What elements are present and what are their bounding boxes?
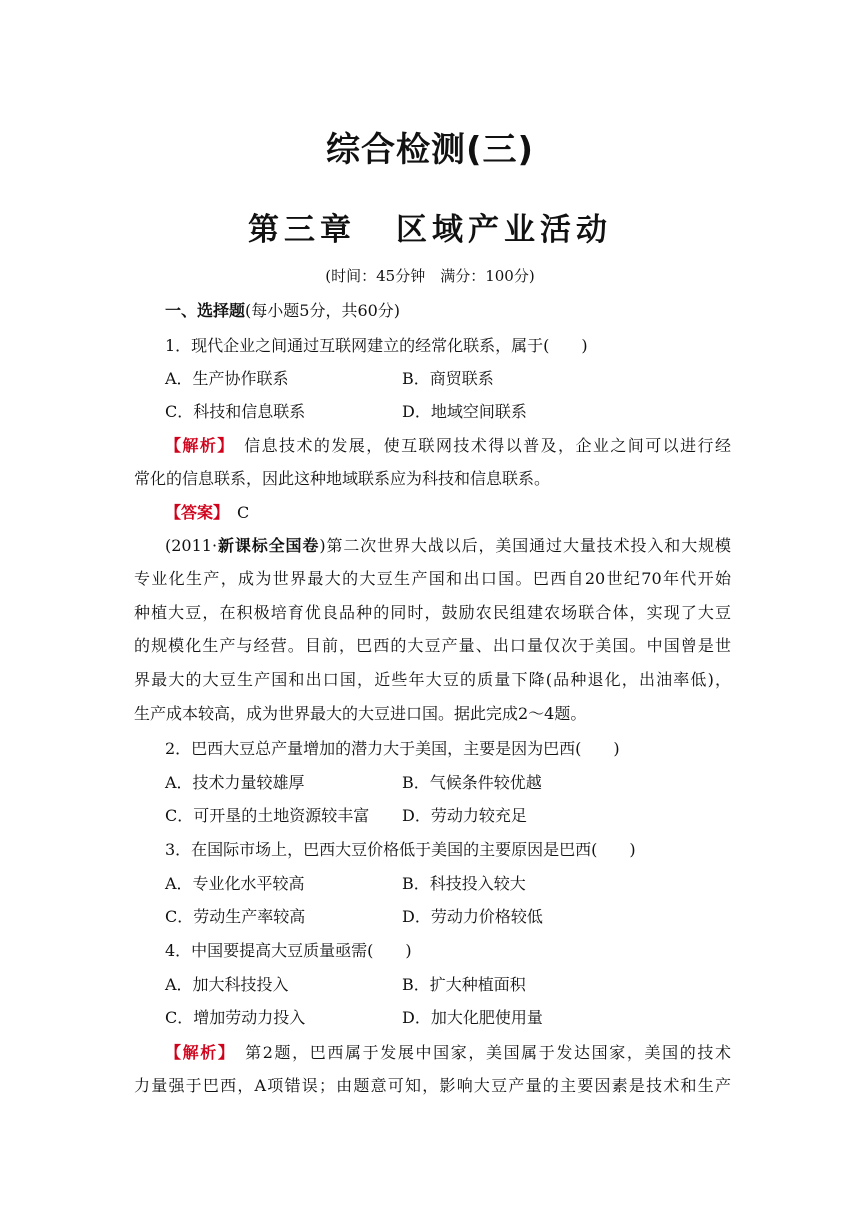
q2-option-b: B．气候条件较优越 [402, 773, 542, 792]
chapter-heading [0, 204, 860, 249]
q3-option-d: D．劳动力价格较低 [402, 907, 543, 926]
chapter-name: 区域产业活动 [396, 212, 612, 248]
document-title: 综合检测(三) [325, 130, 535, 170]
analysis1-line1: 【解析】 信息技术的发展，使互联网技术得以普及，企业之间可以进行经 [165, 436, 731, 455]
passage-line1: (2011·新课标全国卷)第二次世界大战以后，美国通过大量技术投入和大规模 [165, 536, 731, 555]
answer1 [165, 503, 765, 523]
q3-option-c: C．劳动生产率较高 [165, 907, 306, 926]
chapter-number: 第三章 [248, 212, 356, 248]
q4-option-a: A．加大科技投入 [165, 975, 289, 994]
q3-option-a: A．专业化水平较高 [165, 874, 305, 893]
passage-line2: 专业化生产，成为世界最大的大豆生产国和出口国。巴西自20世纪70年代开始 [134, 569, 731, 588]
answer-tag: 【答案】 [165, 503, 222, 522]
q1-option-d: D．地域空间联系 [402, 402, 527, 421]
passage-line3: 种植大豆，在积极培育优良品种的同时，鼓励农民组建农场联合体，实现了大豆 [134, 603, 731, 622]
analysis2-line2: 力量强于巴西，A项错误；由题意可知，影响大豆产量的主要因素是技术和生产 [134, 1076, 731, 1095]
q2-option-d: D．劳动力较充足 [402, 806, 527, 825]
analysis1-line2: 常化的信息联系，因此这种地域联系应为科技和信息联系。 [134, 469, 551, 488]
passage-line5: 界最大的大豆生产国和出口国，近些年大豆的质量下降(品种退化，出油率低)， [134, 670, 731, 689]
exam-meta: (时间：45分钟 满分：100分) [325, 267, 535, 285]
q1-option-b: B．商贸联系 [402, 369, 494, 388]
section-note: (每小题5分，共60分) [245, 301, 401, 320]
section-heading [165, 301, 765, 321]
q1-option-a: A．生产协作联系 [165, 369, 289, 388]
q3-option-b: B．科技投入较大 [402, 874, 526, 893]
analysis2-line1: 【解析】 第2题，巴西属于发展中国家，美国属于发达国家，美国的技术 [165, 1043, 731, 1062]
analysis-tag: 【解析】 [165, 1043, 228, 1062]
q4-option-b: B．扩大种植面积 [402, 975, 526, 994]
passage-line6: 生产成本较高，成为世界最大的大豆进口国。据此完成2～4题。 [134, 704, 587, 723]
q2-stem: 2．巴西大豆总产量增加的潜力大于美国，主要是因为巴西( ) [165, 739, 620, 758]
passage-source: 新课标全国卷 [217, 536, 320, 555]
passage-line4: 的规模化生产与经营。目前，巴西的大豆产量、出口量仅次于美国。中国曾是世 [134, 636, 731, 655]
q3-stem: 3．在国际市场上，巴西大豆价格低于美国的主要原因是巴西( ) [165, 840, 636, 859]
answer-value: C [221, 503, 250, 522]
q1-option-c: C．科技和信息联系 [165, 402, 306, 421]
q2-option-c: C．可开垦的土地资源较丰富 [165, 806, 370, 825]
q1-stem: 1．现代企业之间通过互联网建立的经常化联系，属于( ) [165, 336, 588, 355]
q2-option-a: A．技术力量较雄厚 [165, 773, 305, 792]
q4-option-d: D．加大化肥使用量 [402, 1008, 543, 1027]
q4-option-c: C．增加劳动力投入 [165, 1008, 306, 1027]
section-title: 一、选择题 [165, 301, 246, 320]
analysis-tag: 【解析】 [165, 436, 227, 455]
q4-stem: 4．中国要提高大豆质量亟需( ) [165, 941, 412, 960]
